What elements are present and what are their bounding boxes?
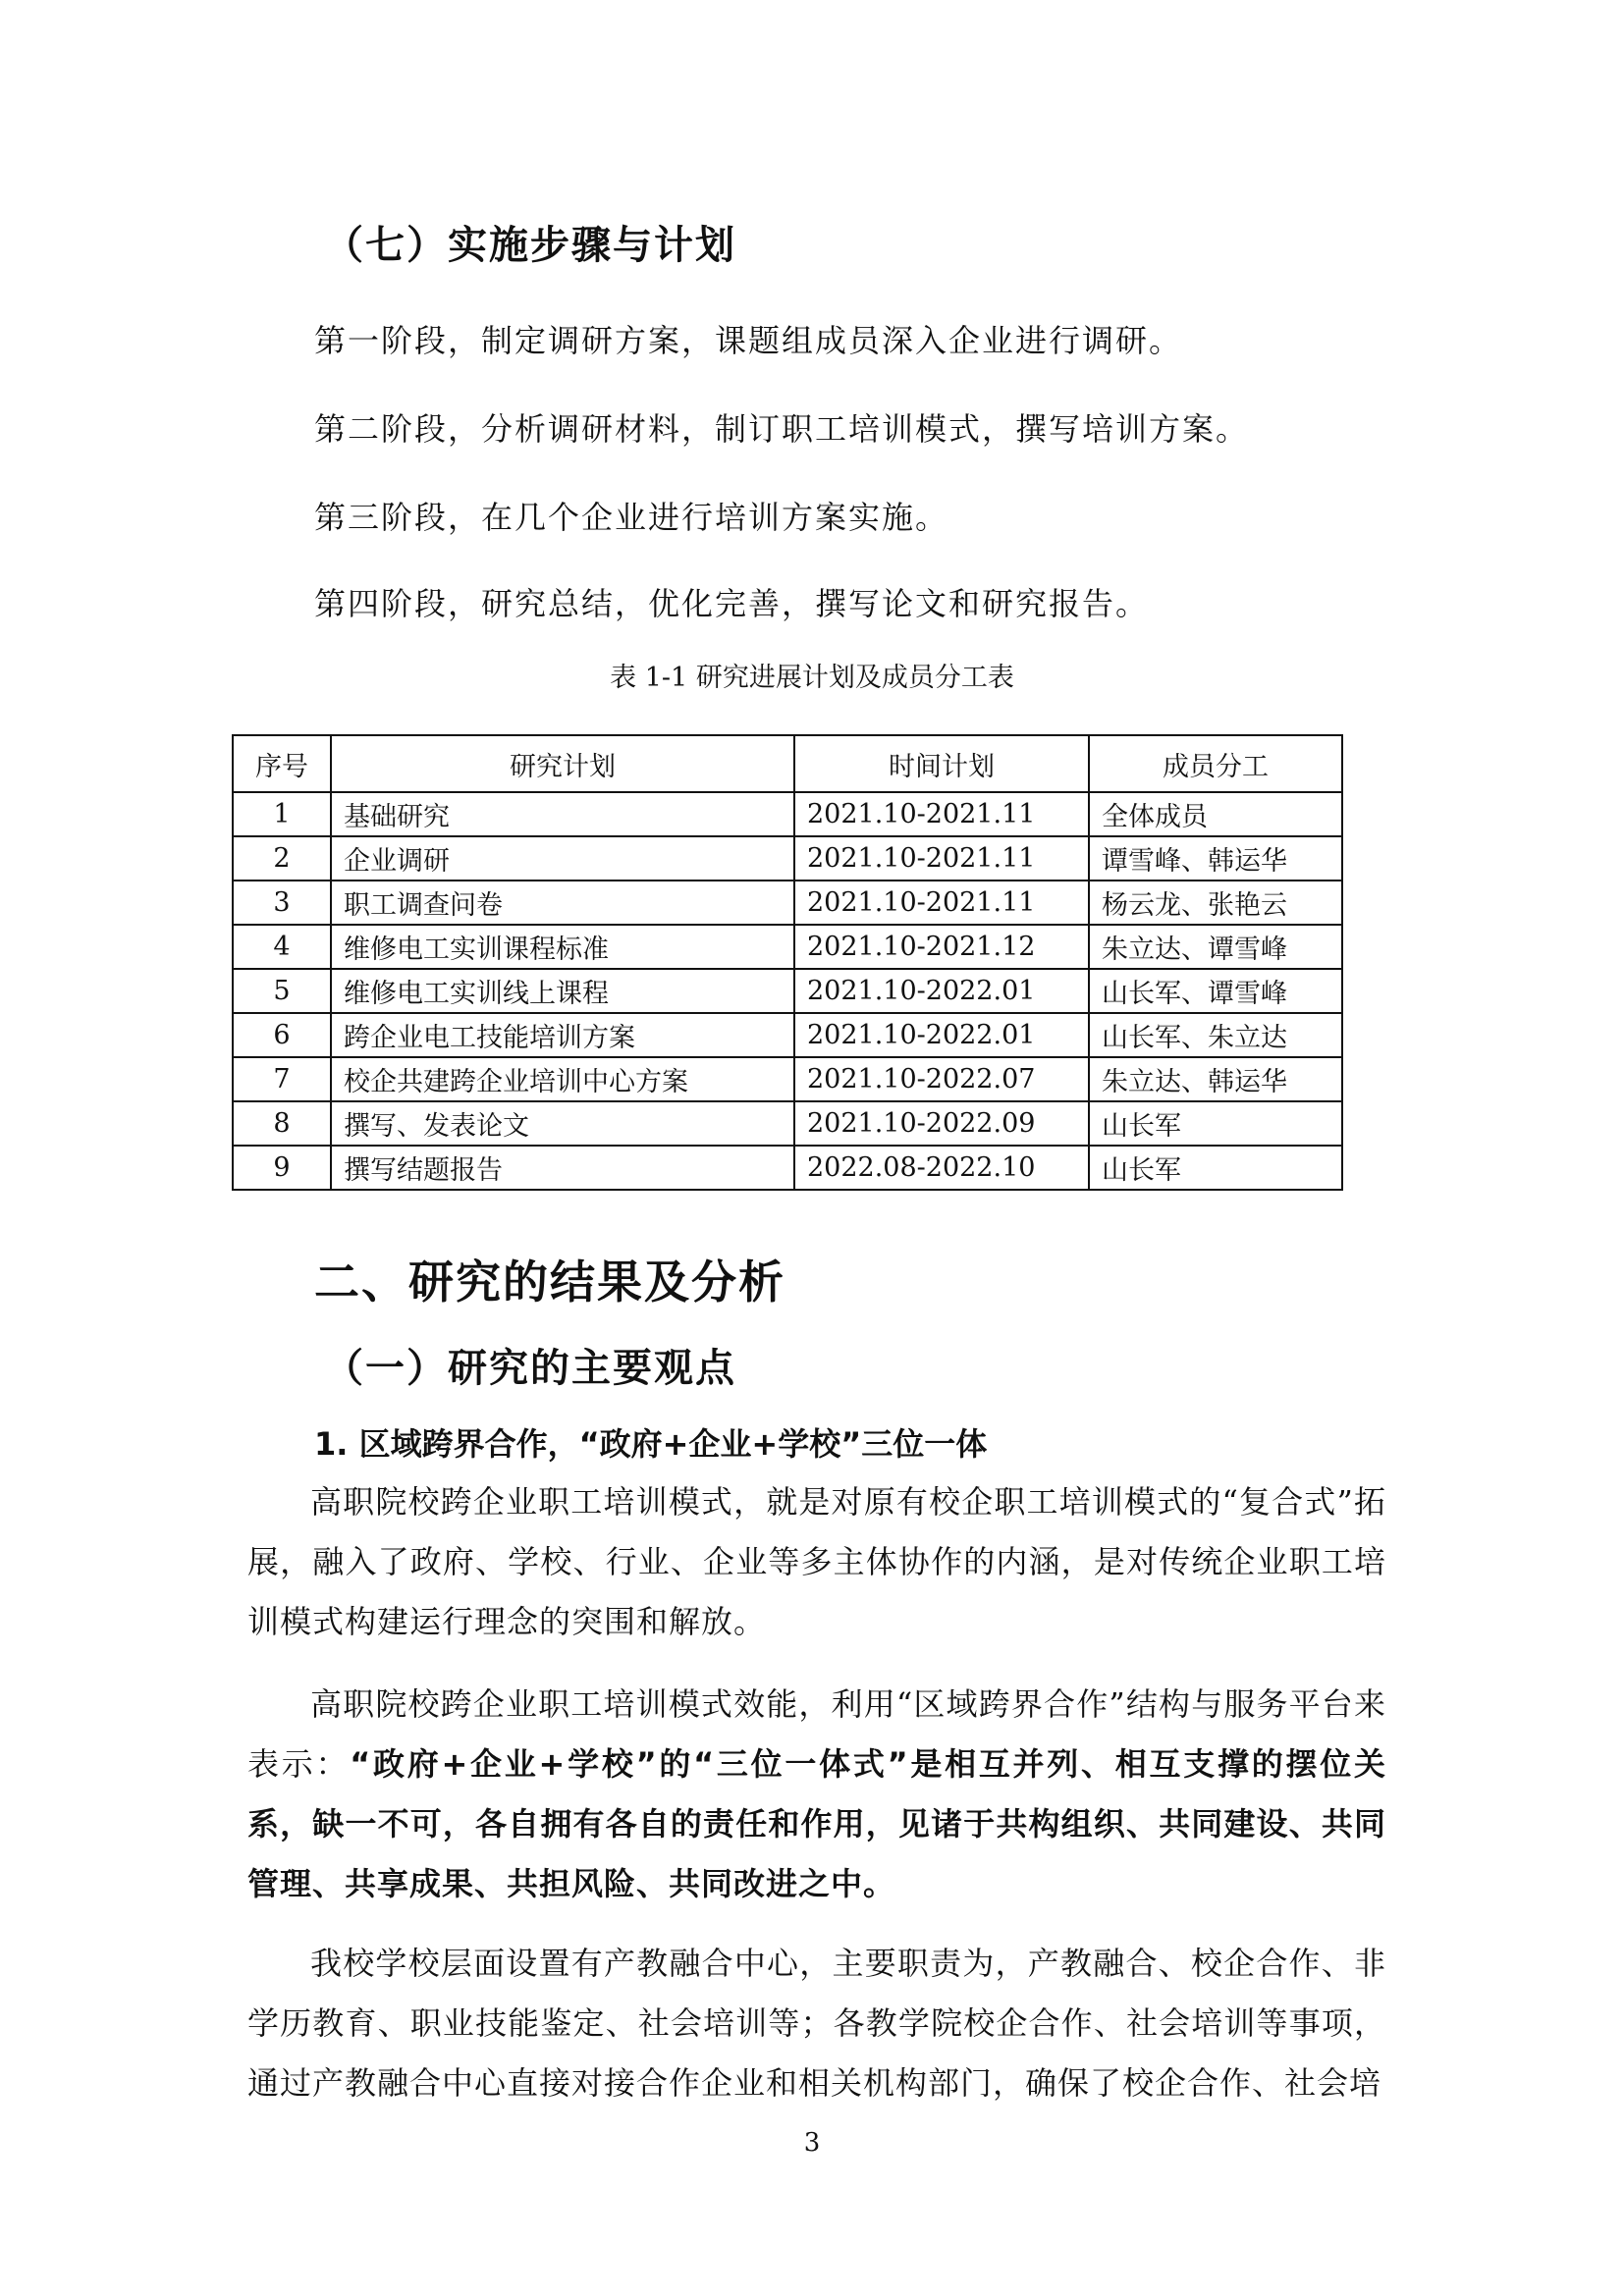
paragraph-2	[247, 1675, 1386, 1914]
cell-plan: 撰写、发表论文	[331, 1101, 794, 1146]
column-header-index: 序号	[233, 735, 331, 792]
cell-members: 山长军、朱立达	[1089, 1013, 1342, 1057]
cell-members: 山长军	[1089, 1101, 1342, 1146]
cell-index: 3	[233, 881, 331, 925]
cell-index: 4	[233, 925, 331, 969]
column-header-plan: 研究计划	[331, 735, 794, 792]
cell-index: 5	[233, 969, 331, 1013]
cell-time: 2021.10-2022.01	[794, 969, 1089, 1013]
table-row	[233, 1013, 1342, 1057]
table-row	[233, 1146, 1342, 1190]
step-3: 第三阶段，在几个企业进行培训方案实施。	[314, 499, 949, 536]
paragraph-1: 高职院校跨企业职工培训模式，就是对原有校企职工培训模式的“复合式”拓展，融入了政府、学校、行业、企业等多主体协作的内涵，是对传统企业职工培训模式构建运行理念的突围和解放。	[247, 1483, 1386, 1640]
chapter-2-title: 二、研究的结果及分析	[314, 1255, 785, 1308]
table-row	[233, 969, 1342, 1013]
paragraph-2-text: 高职院校跨企业职工培训模式效能，利用“区域跨界合作”结构与服务平台来表示：	[247, 1685, 1386, 1783]
cell-members: 谭雪峰、韩运华	[1089, 836, 1342, 881]
cell-time: 2021.10-2021.11	[794, 836, 1089, 881]
cell-time: 2021.10-2021.12	[794, 925, 1089, 969]
plan-table	[232, 734, 1343, 1191]
cell-index: 7	[233, 1057, 331, 1101]
cell-index: 2	[233, 836, 331, 881]
cell-members: 朱立达、谭雪峰	[1089, 925, 1342, 969]
cell-members: 全体成员	[1089, 792, 1342, 836]
cell-members: 山长军	[1089, 1146, 1342, 1190]
cell-plan: 校企共建跨企业培训中心方案	[331, 1057, 794, 1101]
cell-members: 山长军、谭雪峰	[1089, 969, 1342, 1013]
cell-time: 2021.10-2022.09	[794, 1101, 1089, 1146]
cell-plan: 基础研究	[331, 792, 794, 836]
table-header-row	[233, 735, 1342, 792]
table-row	[233, 1057, 1342, 1101]
column-header-members: 成员分工	[1089, 735, 1342, 792]
cell-plan: 职工调查问卷	[331, 881, 794, 925]
cell-plan: 维修电工实训课程标准	[331, 925, 794, 969]
paragraph-3: 我校学校层面设置有产教融合中心，主要职责为，产教融合、校企合作、非学历教育、职业技能鉴定、社会培训等；各教学院校企合作、社会培训等事项，通过产教融合中心直接对接合作企业和相关机构部门，确保了校企合作、社会培	[247, 1945, 1386, 2102]
column-header-time: 时间计划	[794, 735, 1089, 792]
table-row	[233, 925, 1342, 969]
table-row	[233, 1101, 1342, 1146]
cell-time: 2021.10-2022.01	[794, 1013, 1089, 1057]
step-1: 第一阶段，制定调研方案，课题组成员深入企业进行调研。	[314, 322, 1183, 359]
table-row	[233, 792, 1342, 836]
step-4: 第四阶段，研究总结，优化完善，撰写论文和研究报告。	[314, 585, 1150, 622]
cell-time: 2022.08-2022.10	[794, 1146, 1089, 1190]
cell-plan: 撰写结题报告	[331, 1146, 794, 1190]
cell-time: 2021.10-2022.07	[794, 1057, 1089, 1101]
cell-index: 8	[233, 1101, 331, 1146]
table-row	[233, 881, 1342, 925]
cell-index: 1	[233, 792, 331, 836]
cell-time: 2021.10-2021.11	[794, 792, 1089, 836]
cell-plan: 维修电工实训线上课程	[331, 969, 794, 1013]
page-number: 3	[803, 2128, 821, 2158]
table-caption: 表 1-1 研究进展计划及成员分工表	[610, 663, 1014, 693]
table-row	[233, 836, 1342, 881]
cell-time: 2021.10-2021.11	[794, 881, 1089, 925]
cell-index: 9	[233, 1146, 331, 1190]
section-1-title: （一）研究的主要观点	[324, 1346, 736, 1391]
cell-members: 朱立达、韩运华	[1089, 1057, 1342, 1101]
step-2: 第二阶段，分析调研材料，制订职工培训模式，撰写培训方案。	[314, 410, 1250, 448]
cell-plan: 跨企业电工技能培训方案	[331, 1013, 794, 1057]
cell-members: 杨云龙、张艳云	[1089, 881, 1342, 925]
paragraph-2-emphasis: “政府+企业+学校”的“三位一体式”是相互并列、相互支撑的摆位关系，缺一不可，各自拥有各自的责任和作用，见诸于共构组织、共同建设、共同管理、共享成果、共担风险、共同改进之中。	[247, 1745, 1386, 1902]
section-7-title: （七）实施步骤与计划	[324, 223, 736, 268]
cell-index: 6	[233, 1013, 331, 1057]
subsection-1-title: 1. 区域跨界合作，“政府+企业+学校”三位一体	[314, 1425, 988, 1463]
cell-plan: 企业调研	[331, 836, 794, 881]
